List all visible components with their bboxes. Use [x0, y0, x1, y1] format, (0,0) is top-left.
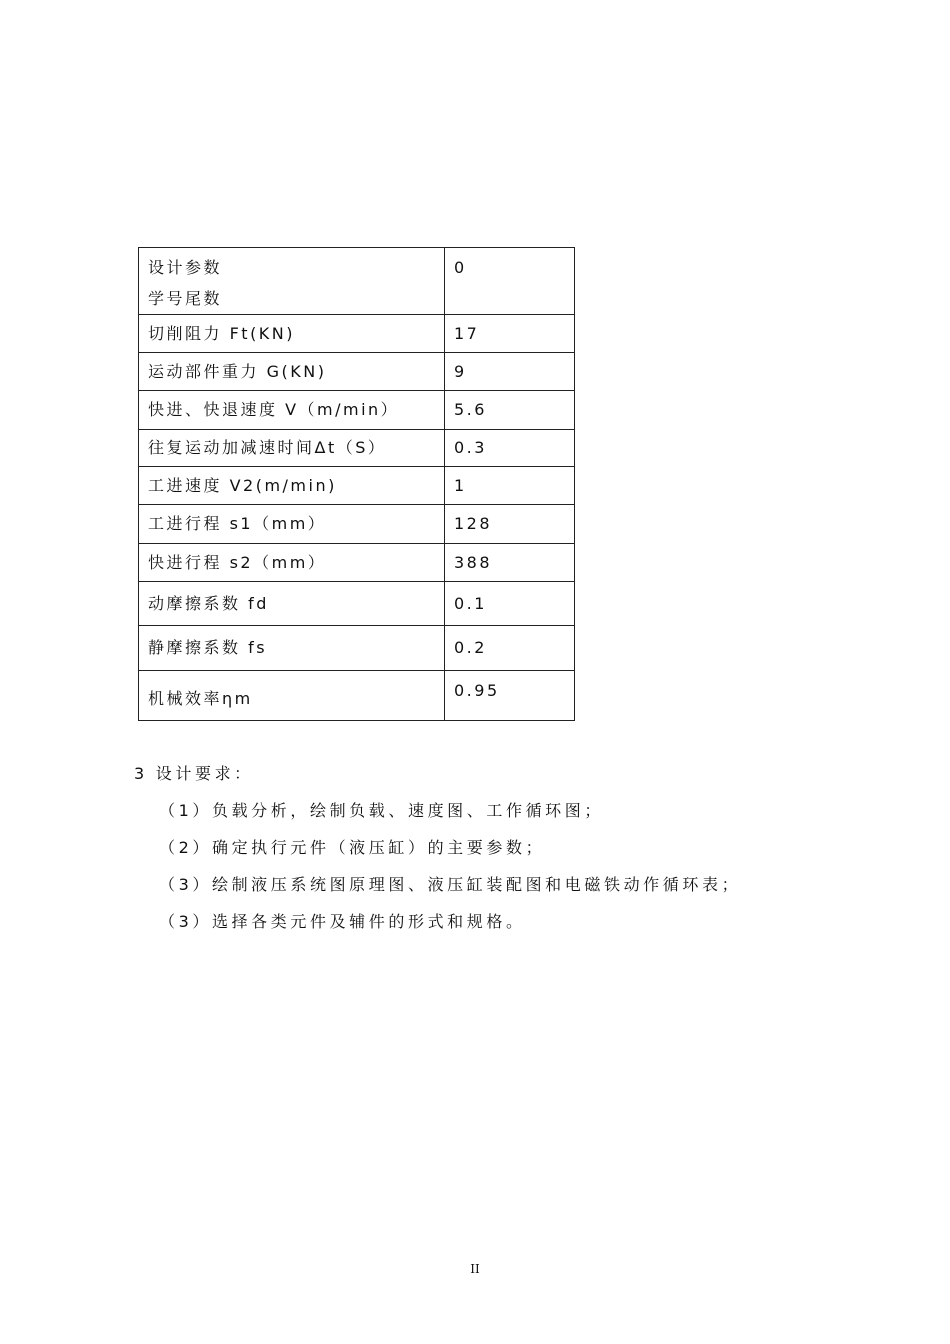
row-label: 快进行程 s2（mm）	[139, 544, 445, 582]
requirements-title: 设计要求：	[155, 764, 254, 783]
header-label-line1: 设计参数	[148, 258, 223, 277]
requirement-item: （3）绘制液压系统图原理图、液压缸装配图和电磁铁动作循环表；	[159, 875, 742, 894]
row-label: 往复运动加减速时间Δt（S）	[139, 430, 445, 467]
row-value: 9	[445, 353, 575, 391]
page-number: II	[470, 1262, 480, 1276]
table-row	[139, 544, 575, 582]
requirements-number: 3	[134, 764, 148, 783]
requirements-heading	[134, 762, 934, 799]
table-row	[139, 391, 575, 430]
table-row	[139, 505, 575, 544]
row-value: 17	[445, 315, 575, 353]
table-row	[139, 467, 575, 505]
table-row	[139, 353, 575, 391]
row-value: 0.95	[445, 671, 575, 721]
table-row	[139, 626, 575, 671]
table-header-label-cell	[139, 248, 445, 315]
row-label: 静摩擦系数 fs	[139, 626, 445, 671]
table-row	[139, 671, 575, 721]
row-value: 388	[445, 544, 575, 582]
requirement-item: （3）选择各类元件及辅件的形式和规格。	[159, 912, 526, 931]
row-label: 工进行程 s1（mm）	[139, 505, 445, 544]
table-header-value-cell: 0	[445, 248, 575, 315]
row-label: 工进速度 V2(m/min)	[139, 467, 445, 505]
design-requirements-section	[134, 762, 934, 947]
table-header-row	[139, 248, 575, 315]
row-label: 动摩擦系数 fd	[139, 582, 445, 626]
row-label: 切削阻力 Ft(KN)	[139, 315, 445, 353]
table-row	[139, 315, 575, 353]
table-row	[139, 582, 575, 626]
row-value: 0.3	[445, 430, 575, 467]
requirement-item: （2）确定执行元件（液压缸）的主要参数；	[159, 838, 546, 857]
row-value: 0.1	[445, 582, 575, 626]
row-label: 运动部件重力 G(KN)	[139, 353, 445, 391]
row-label: 快进、快退速度 V（m/min）	[139, 391, 445, 430]
row-value: 0.2	[445, 626, 575, 671]
row-value: 128	[445, 505, 575, 544]
header-label-line2: 学号尾数	[148, 289, 223, 308]
row-label: 机械效率ηm	[139, 671, 445, 721]
design-parameters-table	[138, 247, 575, 721]
table-row	[139, 430, 575, 467]
requirement-item: （1）负载分析，绘制负载、速度图、工作循环图；	[159, 801, 604, 820]
row-value: 1	[445, 467, 575, 505]
row-value: 5.6	[445, 391, 575, 430]
